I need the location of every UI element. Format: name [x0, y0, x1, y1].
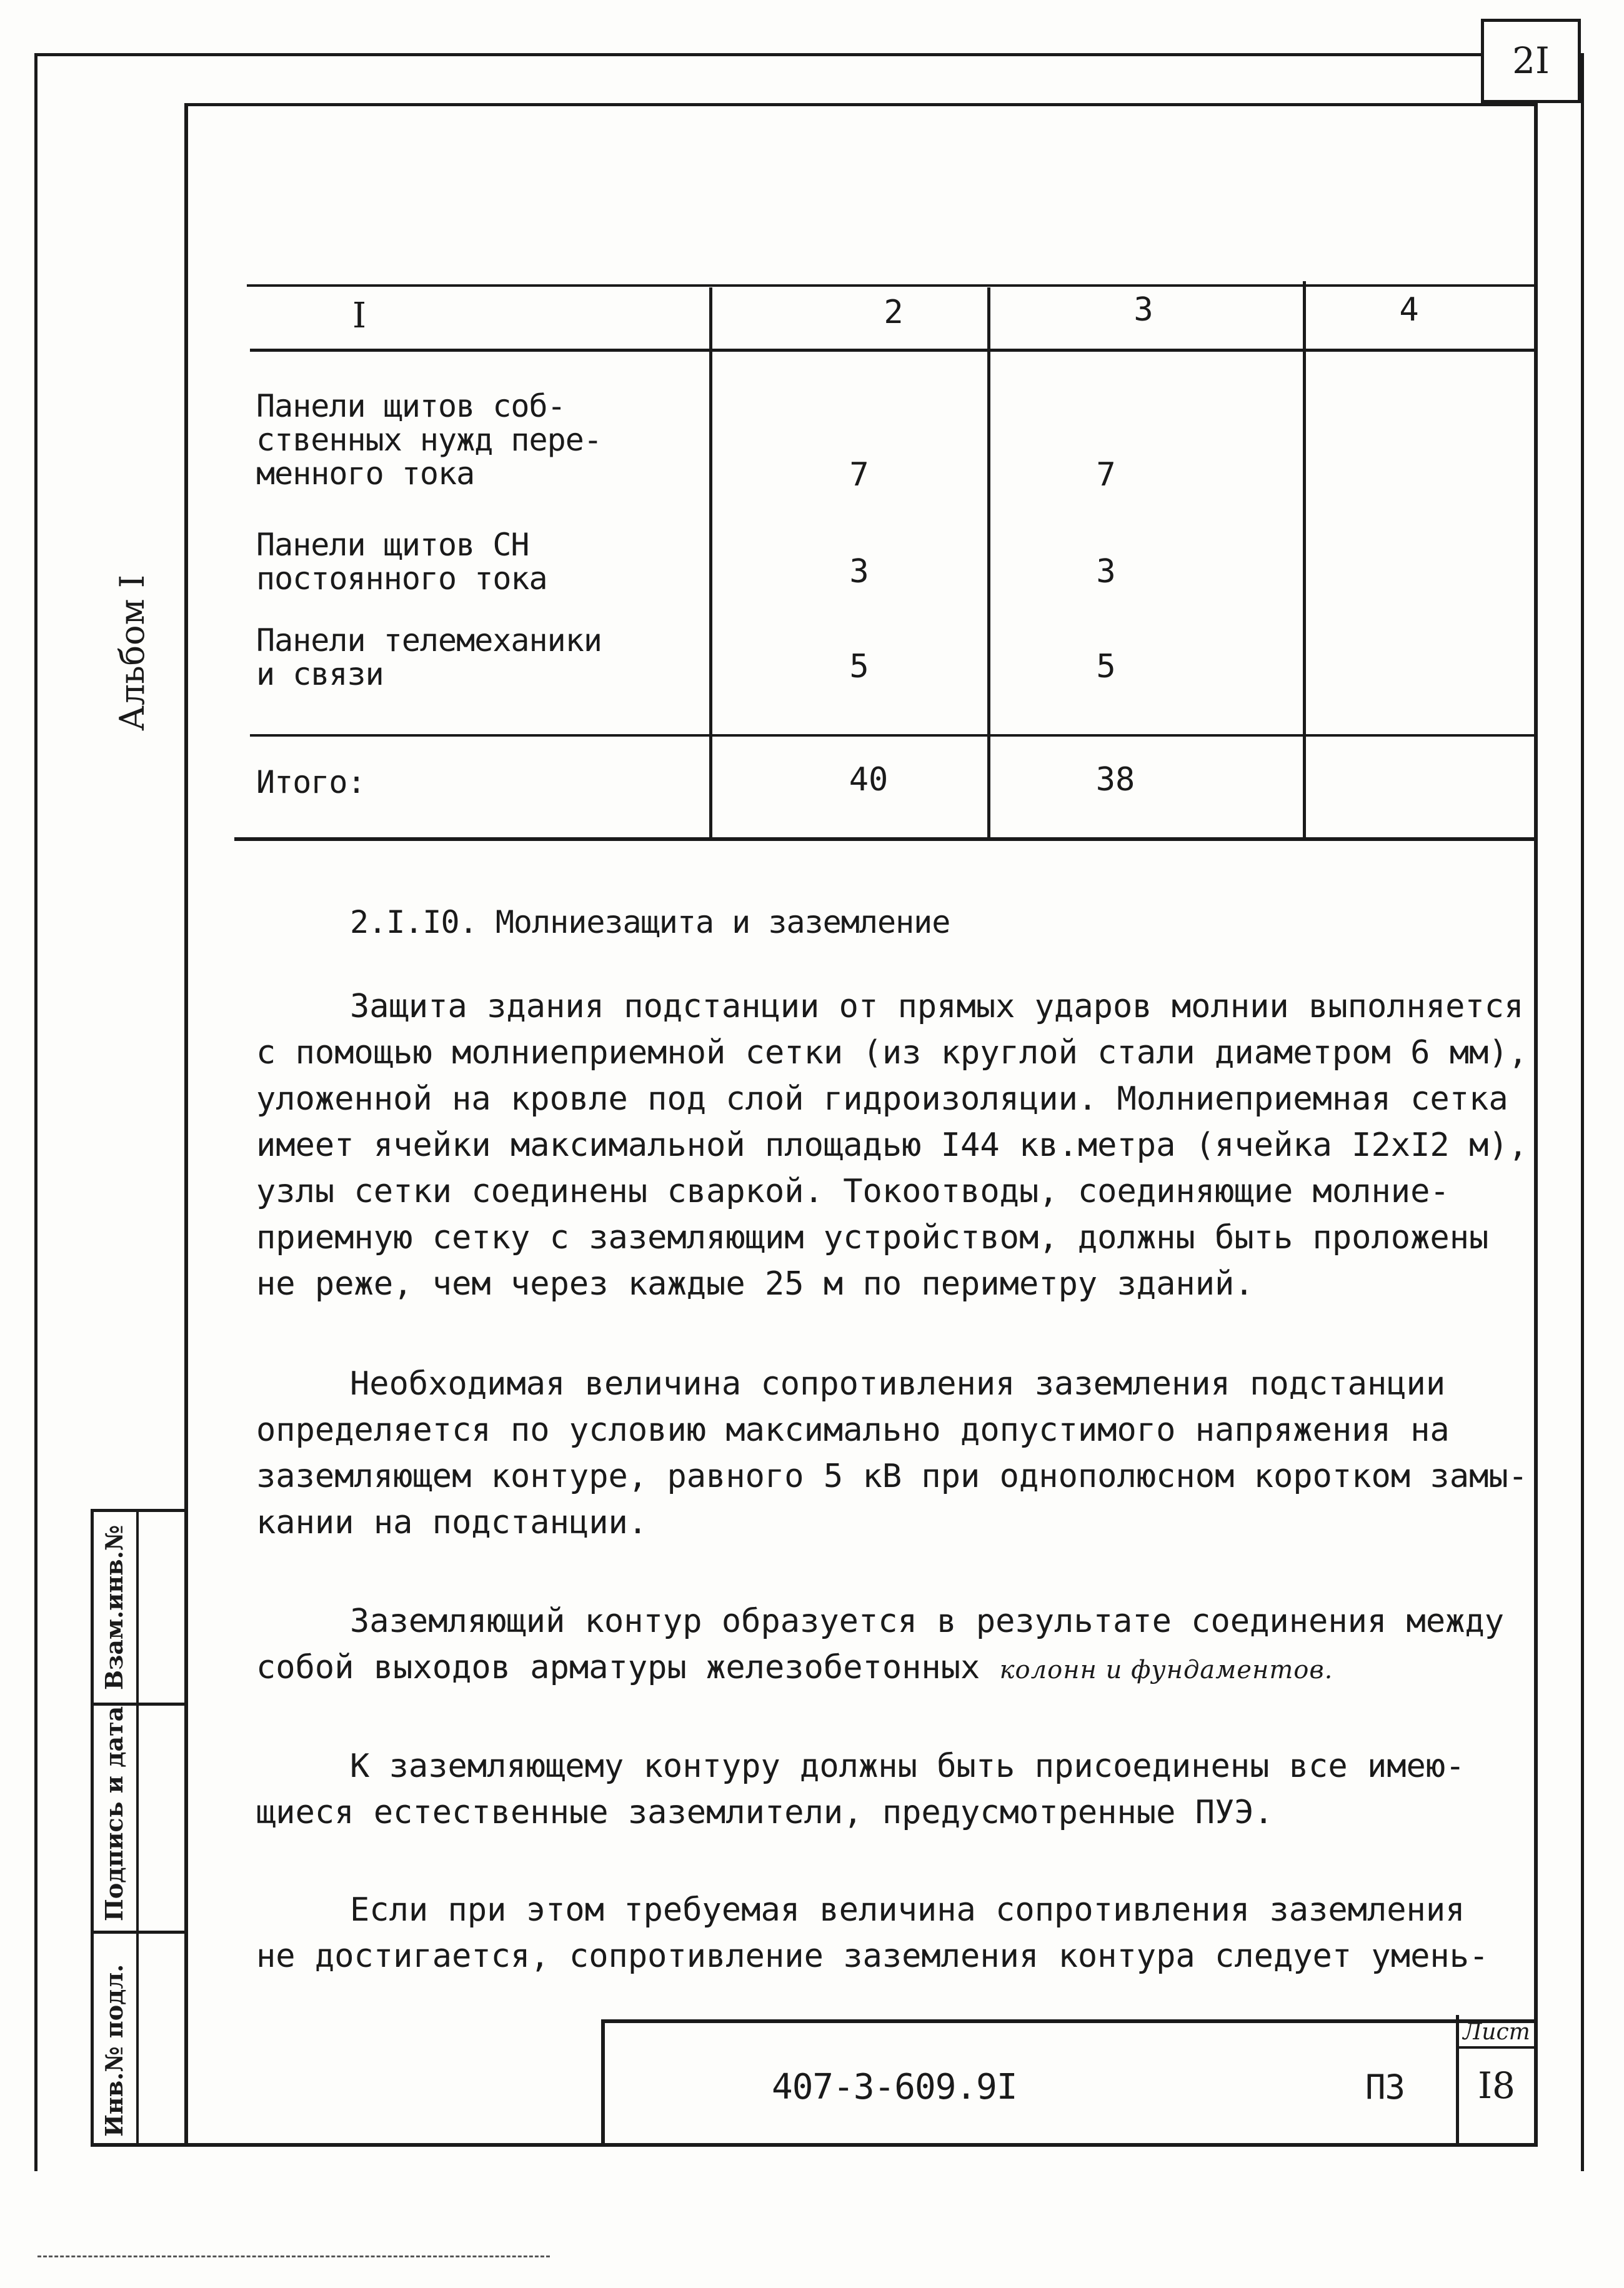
title-block-top: [603, 2019, 1537, 2023]
paragraph-2-line: кании на подстанции.: [256, 1504, 648, 1541]
paragraph-1-line: узлы сетки соединены сваркой. Токоотводы, соединяющие молние-: [256, 1173, 1450, 1210]
doc-code: 407-3-609.9I: [772, 2067, 1017, 2107]
table-header-col1: I: [352, 296, 367, 336]
doc-type: ПЗ: [1365, 2067, 1405, 2107]
paragraph-1-line: Защита здания подстанции от прямых ударов молнии выполняется: [350, 988, 1524, 1025]
section-heading: 2.I.I0. Молниезащита и заземление: [350, 904, 950, 940]
table-header-col4: 4: [1399, 291, 1419, 329]
table-row-1-name: Панели щитов соб- ственных нужд пере- менного тока: [256, 388, 602, 492]
paragraph-1-line: уложенной на кровле под слой гидроизоляции. Молниеприемная сетка: [256, 1080, 1508, 1118]
table-col-divider-2: [987, 287, 990, 840]
table-header-border: [250, 349, 1537, 352]
paragraph-1: [256, 983, 1528, 1307]
album-label: Альбом I: [112, 574, 152, 731]
paragraph-2-line: Необходимая величина сопротивления заземления подстанции: [350, 1365, 1446, 1403]
side-stamp-vzam: Взам.инв.№: [100, 1525, 128, 1690]
paragraph-2: [256, 1361, 1528, 1546]
outer-frame-top: [34, 53, 1584, 56]
side-stamp-inv: Инв.№ подл.: [100, 1964, 128, 2137]
paragraph-5: [256, 1887, 1518, 1979]
paragraph-2-line: заземляющем контуре, равного 5 кВ при однополюсном коротком замы-: [256, 1458, 1528, 1495]
paragraph-3-line: собой выходов арматуры железобетонных колонн и фундаментов.: [256, 1649, 1333, 1686]
paragraph-3-line: Заземляющий контур образуется в результате соединения между: [350, 1603, 1505, 1640]
table-header-col2: 2: [884, 294, 904, 331]
outer-frame-right: [1581, 53, 1584, 2171]
table-total-col3: 38: [1095, 761, 1135, 798]
paragraph-1-line: с помощью молниеприемной сетки (из круглой стали диаметром 6 мм),: [256, 1034, 1528, 1072]
table-row-3-name: Панели телемеханики и связи: [256, 622, 602, 692]
bottom-dash-line: [37, 2256, 550, 2259]
table-total-border: [250, 734, 1534, 737]
paragraph-3: [256, 1598, 1518, 1693]
sheet-label: Лист: [1463, 2019, 1530, 2045]
table-top-border: [247, 284, 1537, 287]
table-row-2-name: Панели щитов СН постоянного тока: [256, 527, 547, 597]
paragraph-2-line: определяется по условию максимально допустимого напряжения на: [256, 1411, 1450, 1449]
paragraph-4-line: щиеся естественные заземлители, предусмотренные ПУЭ.: [256, 1794, 1273, 1831]
paragraph-4-line: К заземляющему контуру должны быть присоединены все имею-: [350, 1748, 1465, 1785]
table-row-2-col3: 3: [1096, 553, 1116, 590]
table-col-divider-3: [1303, 281, 1306, 840]
table-row-1-col2: 7: [849, 456, 869, 494]
inner-frame-right: [1534, 103, 1538, 2146]
paragraph-5-line: не достигается, сопротивление заземления контура следует умень-: [256, 1937, 1489, 1975]
table-bottom-border: [234, 837, 1537, 841]
top-page-number: 2I: [1512, 39, 1550, 82]
title-block-left: [601, 2019, 605, 2144]
table-row-3-col2: 5: [849, 648, 869, 685]
inner-frame-bottom: [91, 2143, 1538, 2147]
paragraph-1-line: имеет ячейки максимальной площадью I44 кв.метра (ячейка I2xI2 м),: [256, 1127, 1528, 1164]
table-row-3-col3: 5: [1096, 648, 1116, 685]
paragraph-5-line: Если при этом требуемая величина сопротивления заземления: [350, 1891, 1465, 1929]
side-stamp-div-1: [91, 1703, 187, 1706]
inner-frame-top: [184, 103, 1534, 106]
paragraph-4: [256, 1743, 1518, 1836]
side-stamp-mid: [136, 1509, 139, 2146]
paragraph-1-line: не реже, чем через каждые 25 м по периметру зданий.: [256, 1265, 1254, 1303]
side-stamp-podpis: Подпись и дата: [100, 1706, 128, 1921]
inner-frame-left: [184, 103, 188, 2146]
paragraph-1-line: приемную сетку с заземляющим устройством, должны быть проложены: [256, 1219, 1489, 1256]
table-header-col3: 3: [1133, 291, 1153, 329]
top-page-number-box: [1481, 19, 1581, 103]
handwritten-insert: колонн и фундаментов.: [999, 1656, 1333, 1684]
side-stamp-left: [91, 1509, 94, 2146]
table-total-col2: 40: [849, 761, 889, 798]
side-stamp-top: [91, 1509, 187, 1512]
table-row-2-col2: 3: [849, 553, 869, 590]
outer-frame-left: [34, 53, 37, 2171]
table-col-divider-1: [709, 287, 712, 840]
table-row-1-col3: 7: [1096, 456, 1116, 494]
side-stamp-div-2: [91, 1931, 187, 1934]
sheet-number: I8: [1478, 2064, 1515, 2107]
table-total-label: Итого:: [256, 764, 366, 800]
